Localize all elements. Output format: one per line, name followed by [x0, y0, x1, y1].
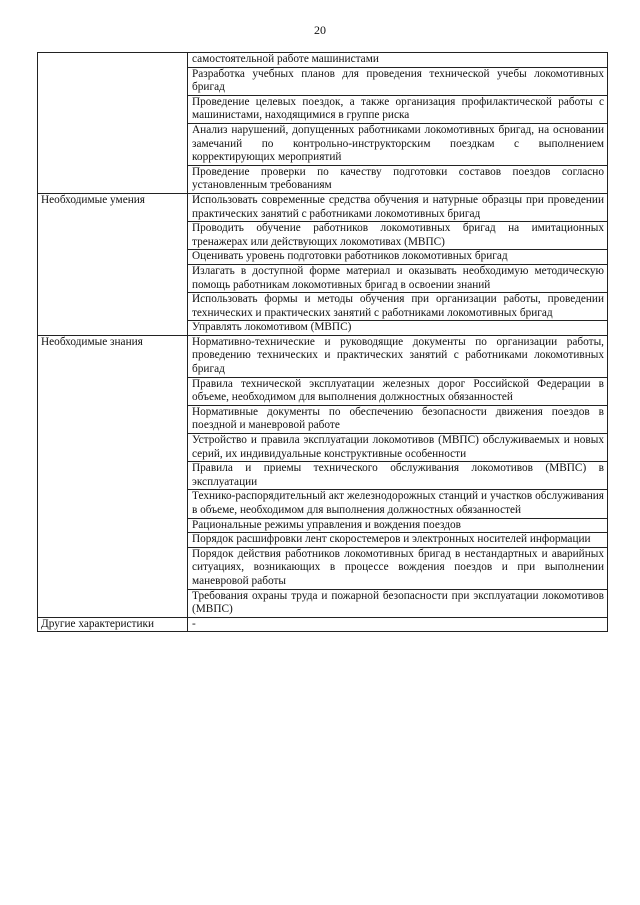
characteristics-table: [37, 52, 608, 632]
table-cell: Правила технической эксплуатации железных дорог Российской Федерации в объеме, необходимом для выполнения должностных обязанностей: [188, 377, 608, 405]
section-heading-knowledge: Необходимые знания: [38, 335, 188, 617]
table-cell: Проводить обучение работников локомотивных бригад на имитационных тренажерах или действующих локомотивах (МВПС): [188, 222, 608, 250]
table-cell: Использовать формы и методы обучения при организации работы, проведении технических и практических занятий с работниками локомотивных бригад: [188, 293, 608, 321]
table-row: [38, 53, 608, 68]
table-cell: Проведение проверки по качеству подготовки составов поездов согласно установленным требованиям: [188, 165, 608, 193]
table-cell: Разработка учебных планов для проведения технической учебы локомотивных бригад: [188, 67, 608, 95]
table-cell: Порядок расшифровки лент скоростемеров и электронных носителей информации: [188, 533, 608, 548]
table-cell: Нормативно-технические и руководящие документы по организации работы, проведению технических и практических занятий с работниками локомотивных бригад: [188, 335, 608, 377]
table-cell: Использовать современные средства обучения и натурные образцы при проведении практических занятий с работниками локомотивных бригад: [188, 193, 608, 221]
section-heading-skills: Необходимые умения: [38, 193, 188, 335]
table-cell: Оценивать уровень подготовки работников локомотивных бригад: [188, 250, 608, 265]
table-row: [38, 193, 608, 221]
page-number: 20: [314, 23, 326, 37]
table-cell: Анализ нарушений, допущенных работниками локомотивных бригад, на основании замечаний по контрольно-инструкторским поездкам с выполнением корректирующих мероприятий: [188, 123, 608, 165]
table-cell: -: [188, 617, 608, 632]
section-heading: [38, 53, 188, 194]
table-cell: Требования охраны труда и пожарной безопасности при эксплуатации локомотивов (МВПС): [188, 589, 608, 617]
table-cell: самостоятельной работе машинистами: [188, 53, 608, 68]
table-cell: Нормативные документы по обеспечению безопасности движения поездов в поездной и маневровой работе: [188, 405, 608, 433]
table-cell: Излагать в доступной форме материал и оказывать необходимую методическую помощь работникам локомотивных бригад в освоении знаний: [188, 264, 608, 292]
table-cell: Устройство и правила эксплуатации локомотивов (МВПС) обслуживаемых и новых серий, их индивидуальные конструктивные особенности: [188, 434, 608, 462]
table-cell: Рациональные режимы управления и вождения поездов: [188, 518, 608, 533]
table-cell: Управлять локомотивом (МВПС): [188, 321, 608, 336]
table-row: [38, 335, 608, 377]
table-cell: Правила и приемы технического обслуживания локомотивов (МВПС) в эксплуатации: [188, 462, 608, 490]
section-heading-other: Другие характеристики: [38, 617, 188, 632]
table-cell: Порядок действия работников локомотивных бригад в нестандартных и аварийных ситуациях, возникающих в процессе вождения поездов и при выполнении маневровой работы: [188, 547, 608, 589]
table-cell: Проведение целевых поездок, а также организация профилактической работы с машинистами, находящимися в группе риска: [188, 95, 608, 123]
table-row: [38, 617, 608, 632]
table-cell: Технико-распорядительный акт железнодорожных станций и участков обслуживания в объеме, необходимом для выполнения должностных обязанностей: [188, 490, 608, 518]
